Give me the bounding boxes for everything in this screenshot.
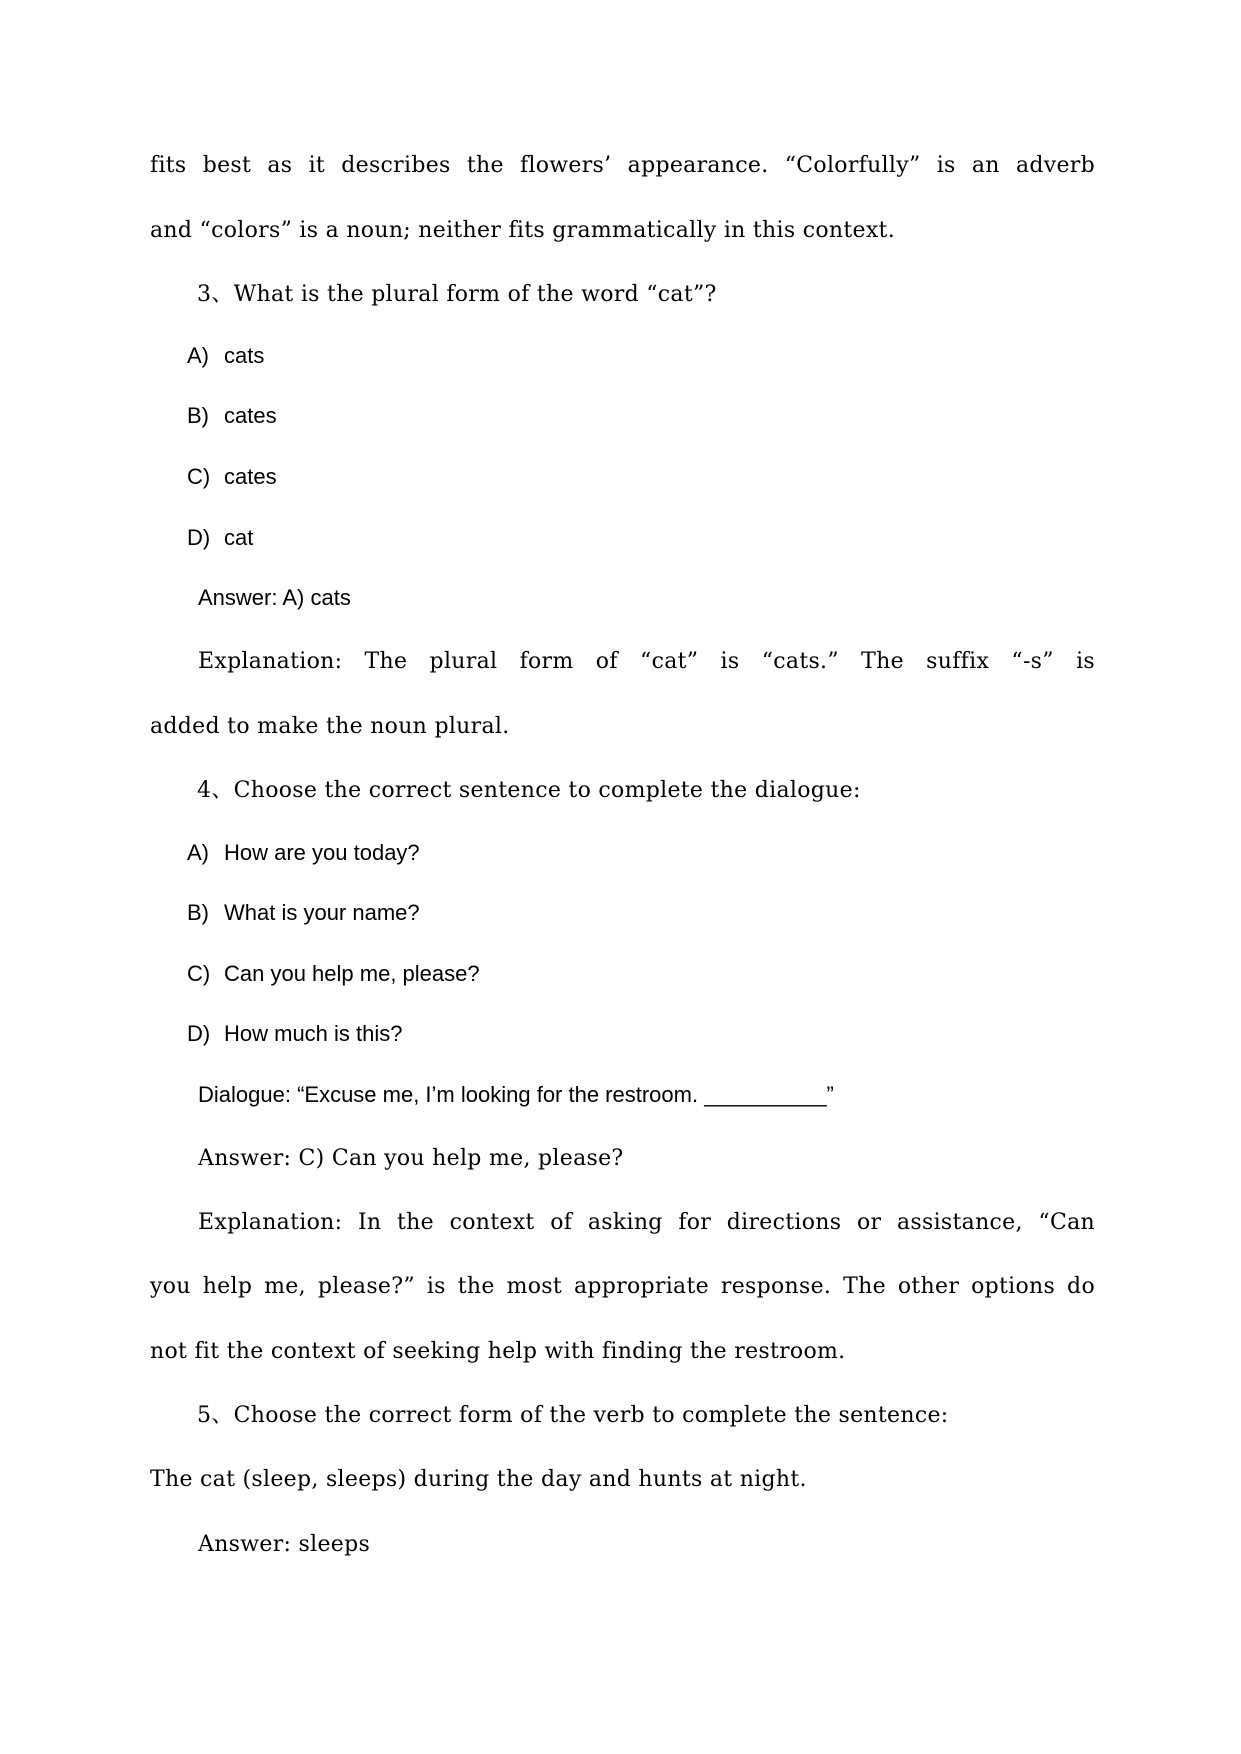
q5-question: 5、Choose the correct form of the verb to complete the sentence: xyxy=(197,1403,949,1428)
q4-option-c xyxy=(187,959,480,989)
option-letter: B) xyxy=(187,900,209,925)
q4-dialogue: Dialogue: “Excuse me, I’m looking for the restroom. __________” xyxy=(198,1082,834,1107)
q4-explanation-line-2: you help me, please?” is the most appropriate response. The other options do xyxy=(150,1274,1095,1299)
option-text: cats xyxy=(224,343,265,368)
q3-option-a xyxy=(187,341,264,371)
option-letter: A) xyxy=(187,840,209,865)
option-letter: A) xyxy=(187,343,209,368)
option-letter: D) xyxy=(187,525,211,550)
q5-answer: Answer: sleeps xyxy=(198,1532,371,1557)
option-text: What is your name? xyxy=(224,900,420,925)
intro-line-2: and “colors” is a noun; neither fits grammatically in this context. xyxy=(150,218,895,243)
option-letter: C) xyxy=(187,464,211,489)
q4-explanation-line-1: Explanation: In the context of asking for directions or assistance, “Can xyxy=(198,1210,1095,1235)
q3-question: 3、What is the plural form of the word “cat”? xyxy=(197,282,717,307)
option-letter: B) xyxy=(187,403,209,428)
option-text: How are you today? xyxy=(224,840,420,865)
q3-answer: Answer: A) cats xyxy=(198,585,351,610)
q4-question: 4、Choose the correct sentence to complete the dialogue: xyxy=(197,778,861,803)
q3-option-b xyxy=(187,401,277,431)
option-text: cates xyxy=(224,403,277,428)
q3-option-d xyxy=(187,523,253,553)
option-text: cat xyxy=(224,525,254,550)
option-text: Can you help me, please? xyxy=(224,961,480,986)
q4-answer: Answer: C) Can you help me, please? xyxy=(198,1146,624,1171)
q3-explanation-line-1: Explanation: The plural form of “cat” is “cats.” The suffix “-s” is xyxy=(198,649,1095,674)
option-text: How much is this? xyxy=(224,1021,403,1046)
q3-option-c xyxy=(187,462,277,492)
option-letter: D) xyxy=(187,1021,211,1046)
option-letter: C) xyxy=(187,961,211,986)
q5-sentence: The cat (sleep, sleeps) during the day and hunts at night. xyxy=(150,1467,807,1492)
q4-option-a xyxy=(187,838,420,868)
q4-explanation-line-3: not fit the context of seeking help with finding the restroom. xyxy=(150,1339,846,1364)
q3-explanation-line-2: added to make the noun plural. xyxy=(150,714,510,739)
q4-option-b xyxy=(187,898,420,928)
option-text: cates xyxy=(224,464,277,489)
q4-option-d xyxy=(187,1019,403,1049)
intro-line-1: fits best as it describes the flowers’ appearance. “Colorfully” is an adverb xyxy=(150,153,1095,178)
